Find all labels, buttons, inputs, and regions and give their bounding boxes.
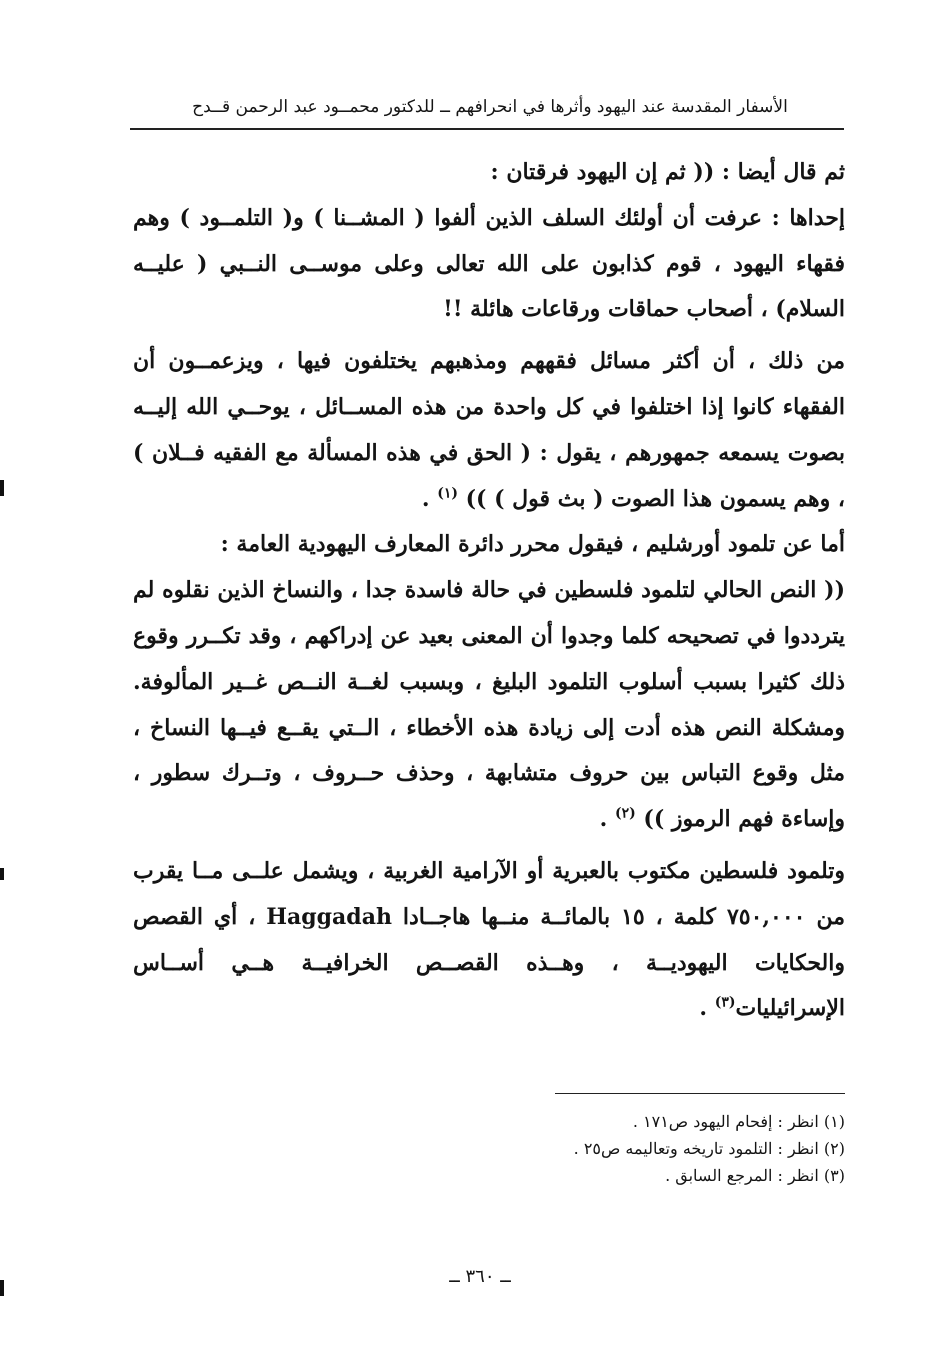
paragraph-5-period: .: [599, 806, 608, 833]
paragraph-2-text: إحداها : عرفت أن أولئك السلف الذين ألفوا ( المشــنا ) و( التلمــود ) وهم فقهاء اليهود ، قوم كذابون على الله تعالى وعلى موســى النــبي ( عليــه السلام) ، أصحاب حماقات ورقاعات هائلة !!: [133, 204, 845, 323]
paragraph-6: [133, 849, 845, 1032]
paragraph-3-period: .: [421, 485, 430, 512]
paragraph-2: [133, 196, 845, 333]
footnote-1: (١) انظر : إفحام اليهود ص١٧١ .: [632, 1112, 845, 1131]
paragraph-4-text: أما عن تلمود أورشليم ، فيقول محرر دائرة المعارف اليهودية العامة :: [220, 531, 845, 558]
footnote-marker-1: (١): [437, 485, 458, 502]
paragraph-3-text: من ذلك ، أن أكثر مسائل فقههم ومذهبهم يختلفون فيها ، ويزعمــون أن الفقهاء كانوا إذا اختلفوا في كل واحدة من هذه المســائل ، يوحــي الله إليــه بصوت يسمعه جمهورهم ، يقول : ( الحق في هذه المسألة مع الفقيه فــلان ) ، وهم يسمون هذا الصوت ( بث قول ) )): [133, 348, 845, 512]
footnote-3: (٣) انظر : المرجع السابق .: [665, 1166, 845, 1185]
scan-edge-mark-top: [0, 480, 4, 496]
footnote-marker-2: (٢): [614, 805, 636, 822]
paragraph-4: [133, 522, 845, 568]
paragraph-6-text: وتلمود فلسطين مكتوب بالعبرية أو الآرامية الغربية ، ويشمل علــى مــا يقرب من ٧٥٠,٠٠٠ كلمة ، ١٥ بالمائــة منــها هاجــادا Haggadah ، أي القصص والحكايات اليهوديــة ، وهــذه القصــص الخرافيــة هــي أســاس الإسرائيليات: [133, 857, 845, 1022]
paragraph-5: [133, 568, 845, 843]
footnotes: [400, 1108, 845, 1189]
paragraph-6-period: .: [699, 995, 708, 1022]
scan-edge-mark-middle: [0, 868, 4, 880]
footnote-marker-3: (٣): [714, 995, 736, 1012]
paragraph-3: [133, 339, 845, 522]
body-text: [133, 150, 845, 1032]
header-rule: [130, 128, 844, 130]
paragraph-1-text: ثم قال أيضا : (( ثم إن اليهود فرقتان :: [490, 159, 845, 185]
paragraph-1: [133, 150, 845, 196]
footnote-2: (٢) انظر : التلمود تاريخه وتعاليمه ص٢٥ .: [573, 1139, 845, 1158]
page-number: ــ ٣٦٠ ــ: [449, 1266, 511, 1287]
running-header: الأسفار المقدسة عند اليهود وأثرها في انحرافهم ــ للدكتور محمــود عبد الرحمن قــدح: [192, 97, 788, 117]
paragraph-5-text: (( النص الحالي لتلمود فلسطين في حالة فاسدة جدا ، والنساخ الذين نقلوه لم يترددوا في تصحيحه كلما وجدوا أن المعنى بعيد عن إدراكهم ، وقد تكــرر وقوع ذلك كثيرا بسبب أسلوب التلمود البليغ ، وبسبب لغــة النــص غــير المألوفة. ومشكلة النص هذه أدت إلى زيادة هذه الأخطاء ، الــتي يقــع فيــها النساخ ، مثل وقوع التباس بين حروف متشابهة ، وحذف حــروف ، وتــرك سطور ، وإساءة فهم الرموز )): [133, 577, 845, 833]
scan-edge-mark-bottom: [0, 1280, 4, 1296]
footnote-rule: [555, 1093, 845, 1094]
